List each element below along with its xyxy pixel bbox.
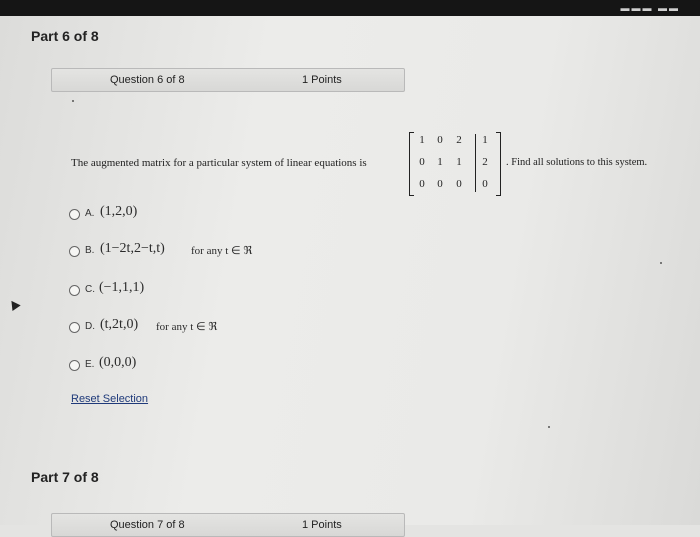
question-6-label: Question 6 of 8 xyxy=(110,74,185,86)
matrix-cell: 1 xyxy=(419,134,425,146)
question-7-header xyxy=(51,513,405,537)
matrix-cell: 0 xyxy=(419,178,425,190)
option-d-label: D. xyxy=(85,321,95,332)
matrix-left-bracket xyxy=(409,132,414,196)
option-e-expression: (0,0,0) xyxy=(99,355,137,370)
part-6-title: Part 6 of 8 xyxy=(31,28,99,44)
option-a-radio[interactable] xyxy=(69,209,80,220)
option-c-label: C. xyxy=(85,284,95,295)
matrix-cell: 1 xyxy=(456,156,462,168)
dot-mark xyxy=(548,426,550,428)
matrix-cell: 2 xyxy=(482,156,488,168)
reset-selection-link[interactable]: Reset Selection xyxy=(71,393,149,405)
dot-mark xyxy=(72,100,74,102)
question-prompt-tail: . Find all solutions to this system. xyxy=(506,157,648,168)
question-6-points: 1 Points xyxy=(302,74,342,86)
option-e-radio[interactable] xyxy=(69,360,80,371)
option-b-radio[interactable] xyxy=(69,246,80,257)
option-d-note: for any t ∈ ℜ xyxy=(156,321,218,333)
matrix-right-bracket xyxy=(496,132,501,196)
question-prompt: The augmented matrix for a particular system of linear equations is xyxy=(71,157,367,169)
matrix-cell: 0 xyxy=(482,178,488,190)
question-7-label: Question 7 of 8 xyxy=(110,519,185,531)
matrix-cell: 0 xyxy=(419,156,425,168)
option-d-radio[interactable] xyxy=(69,322,80,333)
question-7-points: 1 Points xyxy=(302,519,342,531)
option-e-label: E. xyxy=(85,359,95,370)
question-6-header xyxy=(51,68,405,92)
matrix-cell: 1 xyxy=(482,134,488,146)
option-c-expression: (−1,1,1) xyxy=(99,280,145,295)
top-bar xyxy=(0,0,700,16)
option-b-note: for any t ∈ ℜ xyxy=(191,245,253,257)
option-a-expression: (1,2,0) xyxy=(100,204,138,219)
matrix-cell: 2 xyxy=(456,134,462,146)
matrix-augment-bar xyxy=(475,134,476,192)
matrix-cell: 0 xyxy=(456,178,462,190)
option-b-label: B. xyxy=(85,245,95,256)
augmented-matrix xyxy=(409,132,501,196)
page-background xyxy=(0,16,700,525)
dot-mark xyxy=(660,262,662,264)
top-bar-icons: ▬▬▬ ▬▬ xyxy=(620,3,680,13)
option-a-label: A. xyxy=(85,208,95,219)
matrix-cell: 1 xyxy=(437,156,443,168)
option-d-expression: (t,2t,0) xyxy=(100,317,139,332)
option-c-radio[interactable] xyxy=(69,285,80,296)
part-7-title: Part 7 of 8 xyxy=(31,469,99,485)
matrix-cell: 0 xyxy=(437,134,443,146)
option-b-expression: (1−2t,2−t,t) xyxy=(100,241,165,256)
matrix-cell: 0 xyxy=(437,178,443,190)
